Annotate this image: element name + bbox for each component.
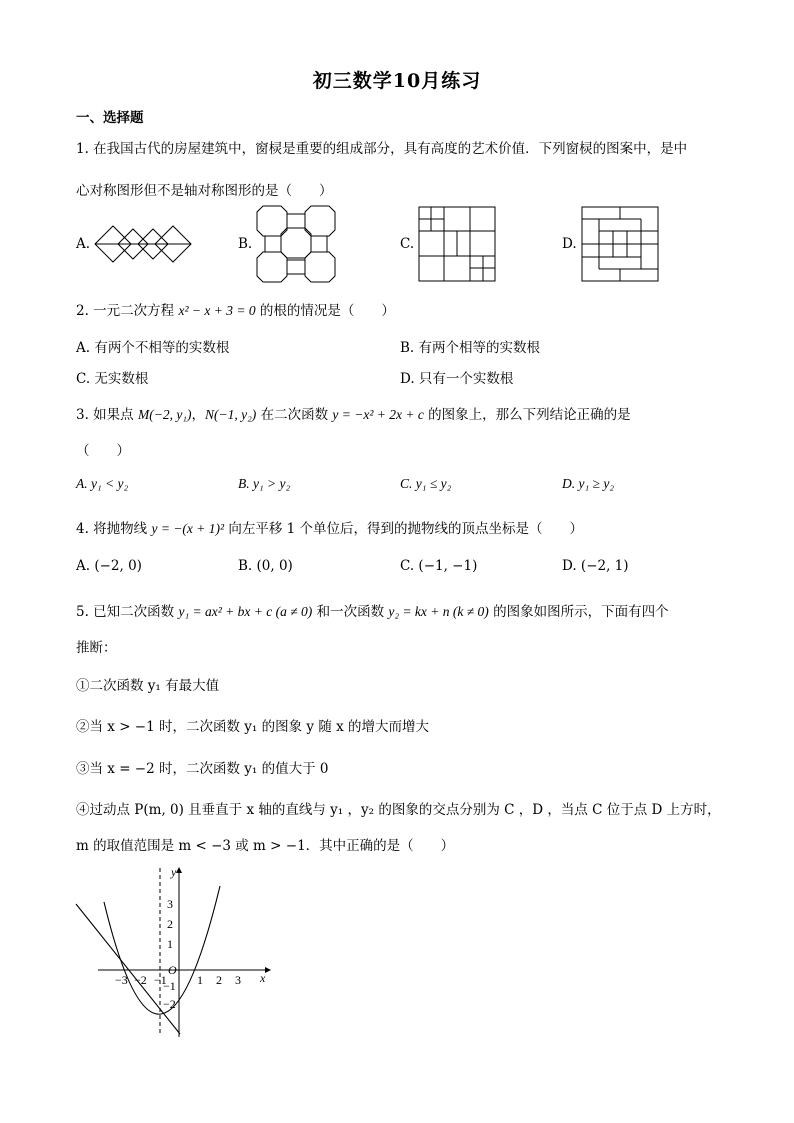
q3-stem-start: 3. 如果点	[76, 407, 134, 423]
q1-stem-line1: 1. 在我国古代的房屋建筑中，窗棂是重要的组成部分，具有高度的艺术价值．下列窗棂的图案中，是中	[76, 141, 688, 157]
q2-stem	[76, 299, 395, 319]
q4-option-c: C. (−1, −1)	[400, 558, 478, 574]
q2-option-a: A. 有两个不相等的实数根	[76, 340, 230, 356]
y-tick-label: −2	[163, 997, 176, 1011]
q1-option-b-label: B.	[238, 236, 253, 252]
q4-option-d: D. (−2, 1)	[562, 558, 629, 574]
q4-stem-end: 向左平移 1 个单位后，得到的抛物线的顶点坐标是（ ）	[228, 521, 584, 537]
x-tick-label: 3	[235, 973, 241, 987]
function-graph	[70, 862, 280, 1042]
q4-option-b: B. (0, 0)	[238, 558, 293, 574]
q1-option-d-figure	[581, 206, 659, 282]
section-title: 一、选择题	[76, 110, 144, 126]
q5-linear: y₂ = kx + n (k ≠ 0)	[388, 604, 489, 619]
q3-stem-mid: 在二次函数	[260, 407, 329, 423]
q3-function: y = −x² + 2x + c	[332, 407, 424, 422]
q1-option-c-figure	[418, 206, 496, 282]
y-tick-label: −1	[163, 979, 176, 993]
q3-point-n: N(−1, y₂)	[205, 407, 257, 422]
q3-option-c: C. y₁ ≤ y₂	[400, 476, 452, 491]
q5-stem-start: 5. 已知二次函数	[76, 604, 175, 620]
q3-stem-end: 的图象上，那么下列结论正确的是	[428, 407, 631, 423]
q1-option-c-label: C.	[400, 236, 415, 252]
y-tick-label: 2	[167, 917, 173, 931]
q4-option-a: A. (−2, 0)	[76, 558, 142, 574]
x-tick-label: −3	[115, 973, 128, 987]
q5-quadratic: y₁ = ax² + bx + c (a ≠ 0)	[178, 604, 313, 619]
q5-stem-mid: 和一次函数	[316, 604, 385, 620]
q3-option-a: A. y₁ < y₂	[76, 476, 129, 491]
q2-option-d: D. 只有一个实数根	[400, 371, 514, 387]
q3-point-m: M(−2, y₁)	[137, 407, 192, 422]
page-title: 初三数学10月练习	[312, 70, 482, 92]
q5-statement-5: m 的取值范围是 m < −3 或 m > −1．其中正确的是（ ）	[76, 838, 455, 854]
q4-stem-start: 4. 将抛物线	[76, 521, 148, 537]
q3-option-b: B. y₁ > y₂	[238, 476, 291, 491]
x-tick-label: −2	[134, 973, 147, 987]
q2-stem-start: 2. 一元二次方程	[76, 303, 175, 319]
x-tick-label: 1	[197, 973, 203, 987]
y-tick-label: 1	[167, 937, 173, 951]
q4-stem	[76, 517, 583, 537]
x-axis-label: x	[260, 971, 266, 985]
q5-statement-4: ④过动点 P(m, 0) 且垂直于 x 轴的直线与 y₁ ，y₂ 的图象的交点分别为 C ，D ，当点 C 位于点 D 上方时，	[76, 802, 721, 818]
q3-option-d: D. y₁ ≥ y₂	[562, 476, 615, 491]
q1-option-b-figure	[255, 204, 337, 284]
q5-statement-1: ①二次函数 y₁ 有最大值	[76, 678, 220, 694]
x-tick-label: −1	[154, 973, 167, 987]
q1-option-d-label: D.	[562, 236, 577, 252]
x-tick-label: 2	[216, 973, 222, 987]
q3-stem	[76, 403, 631, 423]
y-axis-label: y	[171, 865, 177, 879]
q1-stem-line2: 心对称图形但不是轴对称图形的是（ ）	[76, 183, 333, 199]
q1-option-a-label: A.	[76, 236, 91, 252]
q5-stem-end: 的图象如图所示，下面有四个	[493, 604, 669, 620]
q2-stem-end: 的根的情况是（ ）	[259, 303, 395, 319]
q2-option-c: C. 无实数根	[76, 371, 149, 387]
quadratic-curve	[104, 886, 220, 1014]
q5-stem	[76, 600, 669, 620]
q3-separator: ，	[191, 407, 206, 423]
origin-label: O	[168, 963, 177, 977]
q1-option-a-figure	[93, 224, 197, 264]
q2-option-b: B. 有两个相等的实数根	[400, 340, 541, 356]
y-tick-label: 3	[167, 897, 173, 911]
q3-paren: （ ）	[76, 443, 130, 459]
q2-equation: x² − x + 3 = 0	[178, 303, 256, 318]
linear-function-line	[76, 904, 180, 1034]
q5-statement-2: ②当 x > −1 时，二次函数 y₁ 的图象 y 随 x 的增大而增大	[76, 719, 430, 735]
q4-function: y = −(x + 1)²	[151, 521, 225, 536]
q5-stem-line2: 推断：	[76, 640, 117, 656]
q5-statement-3: ③当 x = −2 时，二次函数 y₁ 的值大于 0	[76, 761, 329, 777]
